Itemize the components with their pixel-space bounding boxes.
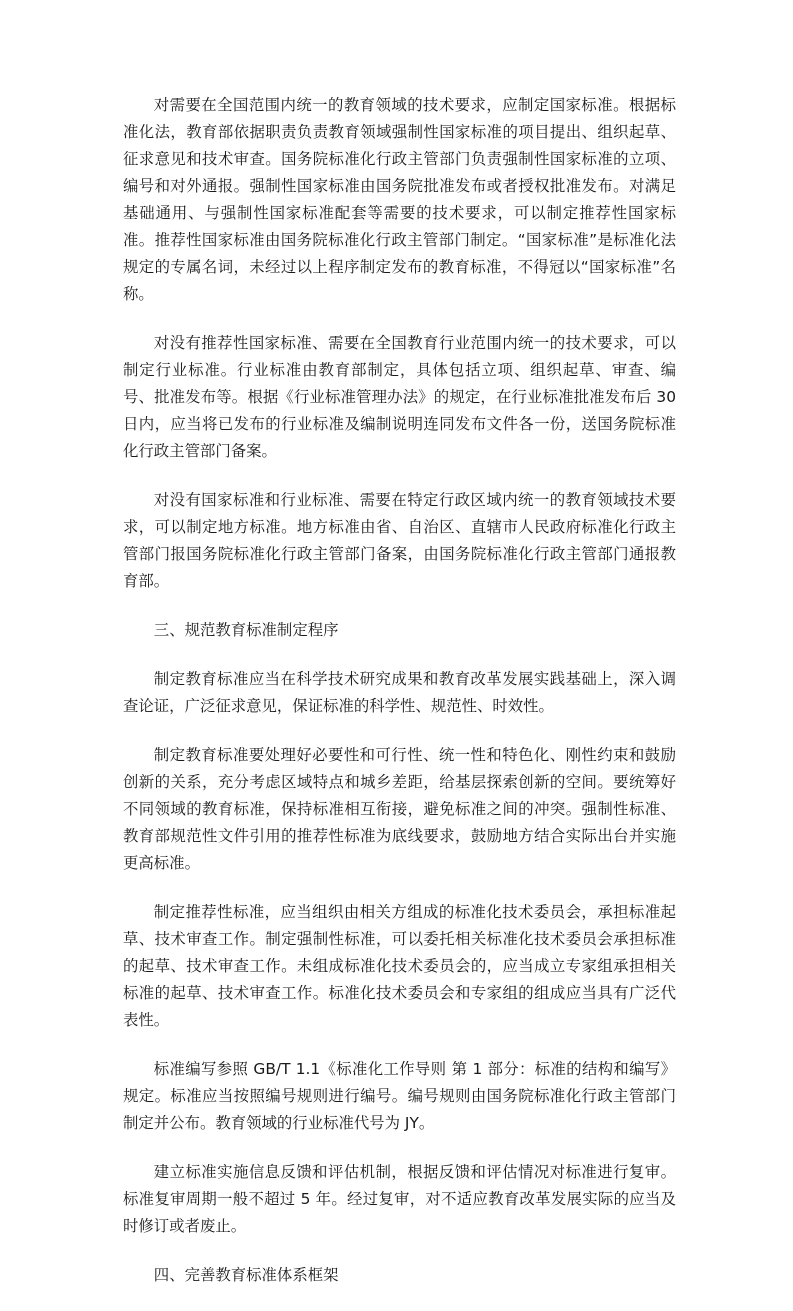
paragraph-industry-standards: 对没有推荐性国家标准、需要在全国教育行业范围内统一的技术要求，可以制定行业标准。行业标准由教育部制定，具体包括立项、组织起草、审查、编号、批准发布等。根据《行业标准管理办法》的规定，在行业标准批准发布后 30 日内，应当将已发布的行业标准及编制说明连同发布文件各一份，送国务院标准化行政主管部门备案。 [123, 334, 676, 460]
paragraph-review-mechanism: 建立标准实施信息反馈和评估机制，根据反馈和评估情况对标准进行复审。标准复审周期一般不超过 5 年。经过复审，对不适应教育改革发展实际的应当及时修订或者废止。 [123, 1163, 676, 1235]
paragraph-local-standards: 对没有国家标准和行业标准、需要在特定行政区域内统一的教育领域技术要求，可以制定地方标准。地方标准由省、自治区、直辖市人民政府标准化行政主管部门报国务院标准化行政主管部门备案，由国务院标准化行政主管部门通报教育部。 [123, 491, 676, 590]
paragraph-balance-relations: 制定教育标准要处理好必要性和可行性、统一性和特色化、刚性约束和鼓励创新的关系，充分考虑区域特点和城乡差距，给基层探索创新的空间。要统筹好不同领域的教育标准，保持标准相互衔接，避免标准之间的冲突。强制性标准、教育部规范性文件引用的推荐性标准为底线要求，鼓励地方结合实际出台并实施更高标准。 [123, 746, 676, 872]
section-heading-3: 三、规范教育标准制定程序 [153, 621, 339, 639]
section-heading-4: 四、完善教育标准体系框架 [153, 1266, 339, 1284]
paragraph-scientific-basis: 制定教育标准应当在科学技术研究成果和教育改革发展实践基础上，深入调查论证，广泛征求意见，保证标准的科学性、规范性、时效性。 [123, 670, 676, 715]
paragraph-technical-committee: 制定推荐性标准，应当组织由相关方组成的标准化技术委员会，承担标准起草、技术审查工作。制定强制性标准，可以委托相关标准化技术委员会承担标准的起草、技术审查工作。未组成标准化技术委员会的，应当成立专家组承担相关标准的起草、技术审查工作。标准化技术委员会和专家组的组成应当具有广泛代表性。 [123, 903, 676, 1029]
paragraph-writing-rules: 标准编写参照 GB/T 1.1《标准化工作导则 第 1 部分：标准的结构和编写》规定。标准应当按照编号规则进行编号。编号规则由国务院标准化行政主管部门制定并公布。教育领域的行业标准代号为 JY。 [123, 1060, 676, 1132]
document-body [123, 92, 676, 1311]
paragraph-national-standards: 对需要在全国范围内统一的教育领域的技术要求，应制定国家标准。根据标准化法，教育部依据职责负责教育领域强制性国家标准的项目提出、组织起草、征求意见和技术审查。国务院标准化行政主管部门负责强制性国家标准的立项、编号和对外通报。强制性国家标准由国务院批准发布或者授权批准发布。对满足基础通用、与强制性国家标准配套等需要的技术要求，可以制定推荐性国家标准。推荐性国家标准由国务院标准化行政主管部门制定。“国家标准”是标准化法规定的专属名词，未经过以上程序制定发布的教育标准，不得冠以“国家标准”名称。 [123, 96, 676, 303]
